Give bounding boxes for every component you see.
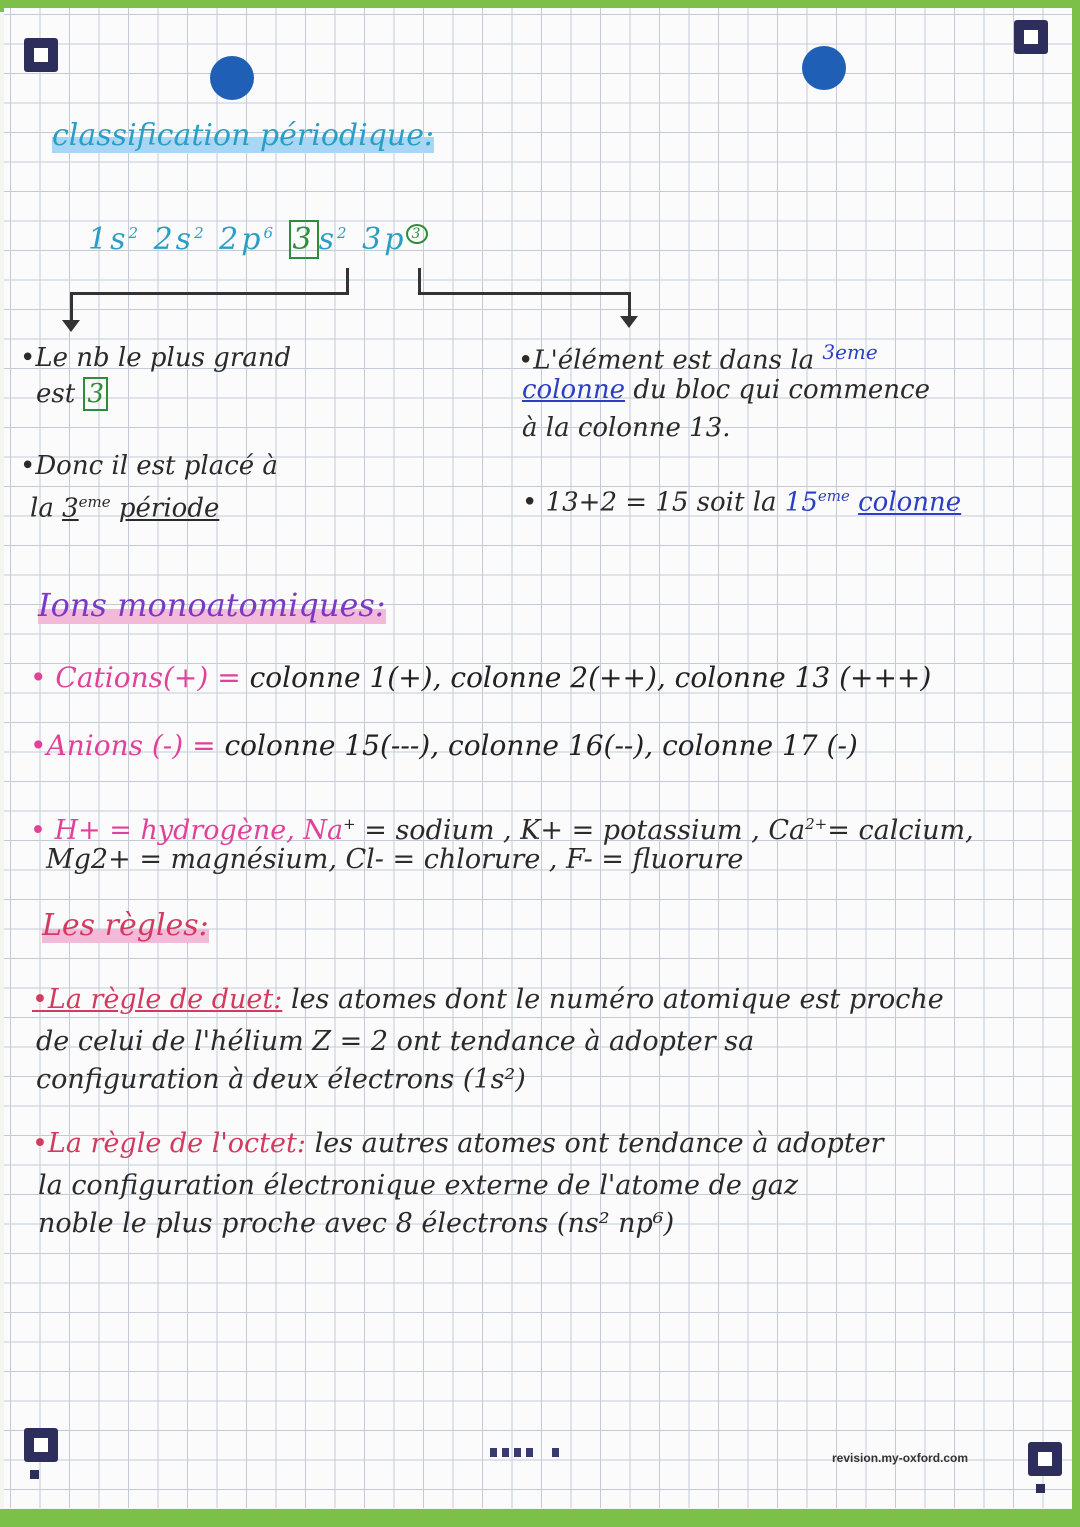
bracket-right-bar (418, 292, 630, 295)
octet-text-1: les autres atomes ont tendance à adopter (314, 1128, 884, 1159)
bracket-right-drop (628, 292, 631, 318)
right-note-15-suffix: eme (817, 487, 850, 505)
left-note-line-3: •Donc il est placé à (20, 451, 278, 481)
right-note-element-text: •L'élément est dans la (518, 345, 815, 376)
config-2p-exponent: 6 (263, 224, 276, 242)
left-note-la: la (30, 493, 54, 524)
left-note-period-number: 3 (62, 493, 79, 524)
corner-tick-bottom-left-icon (30, 1470, 39, 1479)
right-note-line-3: à la colonne 13. (522, 413, 731, 443)
octet-label: •La règle de l'octet: (32, 1128, 306, 1159)
config-3s: s (318, 222, 338, 257)
anions-line (30, 728, 858, 764)
left-note-est: est (36, 379, 76, 409)
right-note-colonne: colonne (522, 375, 626, 405)
bracket-left-stem (346, 268, 349, 294)
left-note-periode: période (118, 493, 220, 524)
config-3p-circled-exponent: 3 (406, 224, 428, 244)
corner-marker-bottom-right-icon (1028, 1442, 1062, 1476)
left-note-boxed-number: 3 (83, 377, 108, 411)
cations-text: colonne 1(+), colonne 2(++), colonne 13 (+++) (249, 661, 932, 694)
octet-line-1 (32, 1126, 884, 1162)
page-title-text: classification périodique: (52, 118, 435, 153)
duet-text-1: les atomes dont le numéro atomique est proche (290, 984, 944, 1015)
arrow-down-right-icon (620, 316, 638, 328)
config-3-boxed: 3 (289, 220, 319, 259)
config-3s-exponent: 2 (337, 224, 350, 242)
ions-heading-text: Ions monoatomiques: (38, 586, 386, 624)
bracket-left-bar (70, 292, 349, 295)
left-note-line-1: •Le nb le plus grand (20, 343, 292, 373)
right-note-bloc-text: du bloc qui commence (633, 375, 930, 405)
config-2s-exponent: 2 (194, 224, 207, 242)
ions-examples-calcium: = calcium, (827, 815, 974, 846)
ions-na-charge: + (343, 815, 356, 833)
right-note-sum: • 13+2 = 15 soit la (522, 487, 777, 518)
right-note-line-2 (522, 372, 930, 408)
ions-heading (38, 586, 386, 624)
page-edge-right (1072, 0, 1080, 1527)
rules-heading (42, 908, 209, 943)
footer-url: revision.my-oxford.com (832, 1451, 969, 1465)
bracket-right-stem (418, 268, 421, 294)
ions-examples-bullet: • H+ = hydrogène, Na (30, 815, 344, 846)
corner-marker-top-right-icon (1014, 20, 1048, 54)
right-note-colonne-2: colonne (858, 487, 962, 518)
rules-heading-text: Les règles: (42, 908, 209, 943)
corner-marker-top-left-icon (24, 38, 58, 72)
duet-line-3: configuration à deux électrons (1s²) (36, 1064, 526, 1095)
footer-dot-pattern-icon (490, 1448, 559, 1457)
config-2s: 2s (153, 222, 195, 257)
config-1s: 1s (88, 222, 129, 257)
right-note-15: 15 (784, 487, 818, 518)
corner-tick-bottom-right-icon (1036, 1484, 1045, 1493)
octet-line-2: la configuration électronique externe de l'atome de gaz (38, 1170, 799, 1201)
page-edge-bottom (0, 1509, 1080, 1527)
cations-line (30, 660, 931, 696)
ions-examples-line-2: Mg2+ = magnésium, Cl- = chlorure , F- = fluorure (46, 844, 744, 875)
duet-label: •La règle de duet: (32, 984, 283, 1015)
right-note-line-4 (522, 478, 961, 521)
anions-label: •Anions (-) = (30, 729, 216, 762)
ions-examples-middle: = sodium , K+ = potassium , Ca (364, 815, 806, 846)
config-3p: 3p (362, 222, 407, 257)
config-1s-exponent: 2 (128, 224, 142, 242)
bracket-left-drop (70, 292, 73, 322)
electron-configuration (88, 222, 428, 257)
anions-text: colonne 15(---), colonne 16(--), colonne 17 (-) (224, 729, 858, 762)
ions-ca-charge: 2+ (805, 815, 828, 833)
left-note-line-4 (30, 484, 219, 527)
page-title (52, 118, 434, 153)
right-note-3eme: 3eme (822, 340, 878, 364)
arrow-down-left-icon (62, 320, 80, 332)
corner-marker-bottom-left-icon (24, 1428, 58, 1462)
left-note-period-suffix: eme (78, 493, 111, 511)
duet-line-1 (32, 982, 944, 1018)
binder-hole-left (210, 56, 254, 100)
cations-label: • Cations(+) = (30, 661, 241, 694)
binder-hole-right (802, 46, 846, 90)
config-2p: 2p (219, 222, 264, 257)
left-note-line-2 (36, 376, 108, 412)
duet-line-2: de celui de l'hélium Z = 2 ont tendance à adopter sa (36, 1026, 755, 1057)
octet-line-3: noble le plus proche avec 8 électrons (ns² np⁶) (38, 1208, 675, 1239)
